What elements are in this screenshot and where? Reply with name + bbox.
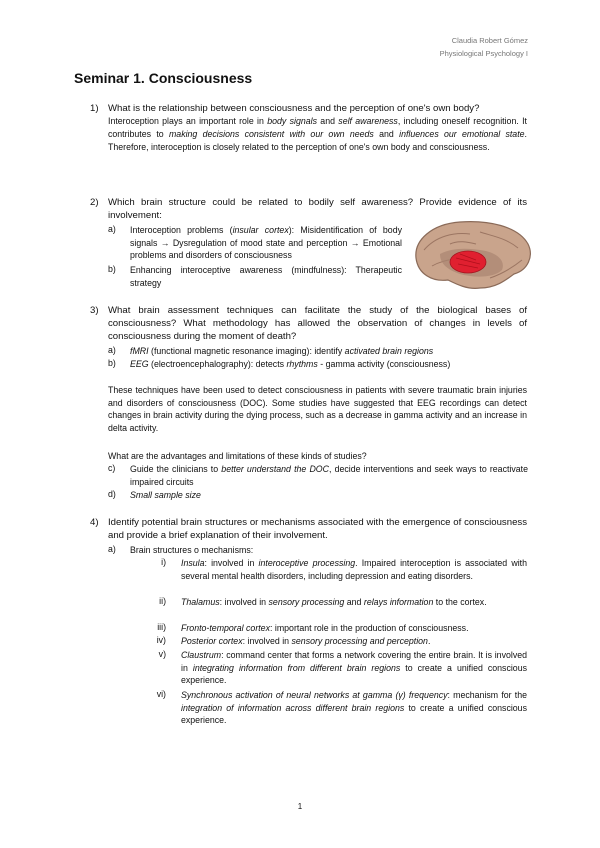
q1-number: 1) bbox=[90, 103, 99, 114]
q4-item-label: i) bbox=[161, 557, 166, 567]
q3-followup-question: What are the advantages and limitations of these kinds of studies? bbox=[108, 451, 367, 461]
page-header bbox=[440, 34, 528, 60]
q4-item-gamma-sync: Synchronous activation of neural networks at gamma (γ) frequency: mechanism for the integration of information across different brain regions to create a unified conscious experience. bbox=[181, 690, 527, 726]
q3-paragraph: These techniques have been used to detect consciousness in patients with severe traumatic brain injuries and disorders of consciousness (DOC). Some studies have suggested that EEG recordings can detect changes in brain activity during the dying process, such as a decrease in gamma activity and an increase in delta activity. bbox=[108, 385, 527, 433]
q4-item-insula: Insula: involved in interoceptive processing. Impaired interoception is associated with several mental health disorders, including depression and eating disorders. bbox=[181, 558, 527, 581]
q4-a-text: Brain structures o mechanisms: bbox=[130, 545, 254, 555]
q3-d-text: Small sample size bbox=[130, 490, 201, 500]
course-name: Physiological Psychology I bbox=[439, 49, 528, 58]
q3-number: 3) bbox=[90, 305, 99, 316]
q1-block bbox=[108, 102, 527, 154]
q1-question: What is the relationship between consciousness and the perception of one's own body? bbox=[108, 103, 480, 114]
q4-item-label: v) bbox=[158, 649, 166, 659]
q3-question: What brain assessment techniques can facilitate the study of the biological bases of consciousness? What methodology has allowed the observation of changes in levels of consciousness during the moment of death? bbox=[108, 305, 527, 343]
q3-c-label: c) bbox=[108, 463, 116, 473]
q4-item-thalamus: Thalamus: involved in sensory processing and relays information to the cortex. bbox=[181, 597, 487, 607]
q2-b-text: Enhancing interoceptive awareness (mindfulness): Therapeutic strategy bbox=[130, 265, 402, 288]
q2-number: 2) bbox=[90, 197, 99, 208]
q4-item-label: iii) bbox=[157, 622, 166, 632]
author-name: Claudia Robert Gómez bbox=[451, 36, 528, 45]
q4-item-posterior-cortex: Posterior cortex: involved in sensory processing and perception. bbox=[181, 636, 431, 646]
q4-item-fronto-temporal: Fronto-temporal cortex: important role in the production of consciousness. bbox=[181, 623, 469, 633]
q4-question: Identify potential brain structures or mechanisms associated with the emergence of consciousness and provide a brief explanation of their involvement. bbox=[108, 517, 527, 542]
insula-highlight bbox=[450, 251, 486, 273]
q4-item-claustrum: Claustrum: command center that forms a network covering the entire brain. It is involved in integrating information from different brain regions to create a unified conscious experience. bbox=[181, 650, 527, 686]
q2-question: Which brain structure could be related to bodily self awareness? Provide evidence of its involvement: bbox=[108, 197, 527, 222]
q4-item-label: ii) bbox=[159, 596, 166, 606]
q3-d-label: d) bbox=[108, 489, 116, 499]
q4-item-label: iv) bbox=[156, 635, 166, 645]
q3-a-label: a) bbox=[108, 345, 116, 355]
q1-answer: Interoception plays an important role in body signals and self awareness, including oneself recognition. It contributes to making decisions consistent with our own needs and influences our emotional state. Therefore, interoception is closely related to the perception of one's own body and consciousness. bbox=[108, 116, 527, 152]
q3-b-text: EEG (electroencephalography): detects rhythms - gamma activity (consciousness) bbox=[130, 359, 451, 369]
q3-c-text: Guide the clinicians to better understand the DOC, decide interventions and seek ways to reactivate impaired circuits bbox=[130, 464, 529, 487]
page-title: Seminar 1. Consciousness bbox=[74, 70, 253, 86]
q4-a-label: a) bbox=[108, 544, 116, 554]
page-number: 1 bbox=[297, 802, 303, 811]
q4-item-label: vi) bbox=[156, 689, 166, 699]
q4-number: 4) bbox=[90, 517, 99, 528]
q2-b-label: b) bbox=[108, 264, 116, 274]
q2-a-label: a) bbox=[108, 224, 116, 234]
q3-b-label: b) bbox=[108, 358, 116, 368]
brain-insula-image bbox=[410, 218, 534, 292]
q2-a-text: Interoception problems (insular cortex): Misidentification of body signals → Dysregulation of mood state and perception → Emotional problems and disorders of consciousness bbox=[130, 225, 402, 261]
q3-a-text: fMRI (functional magnetic resonance imaging): identify activated brain regions bbox=[130, 346, 434, 356]
